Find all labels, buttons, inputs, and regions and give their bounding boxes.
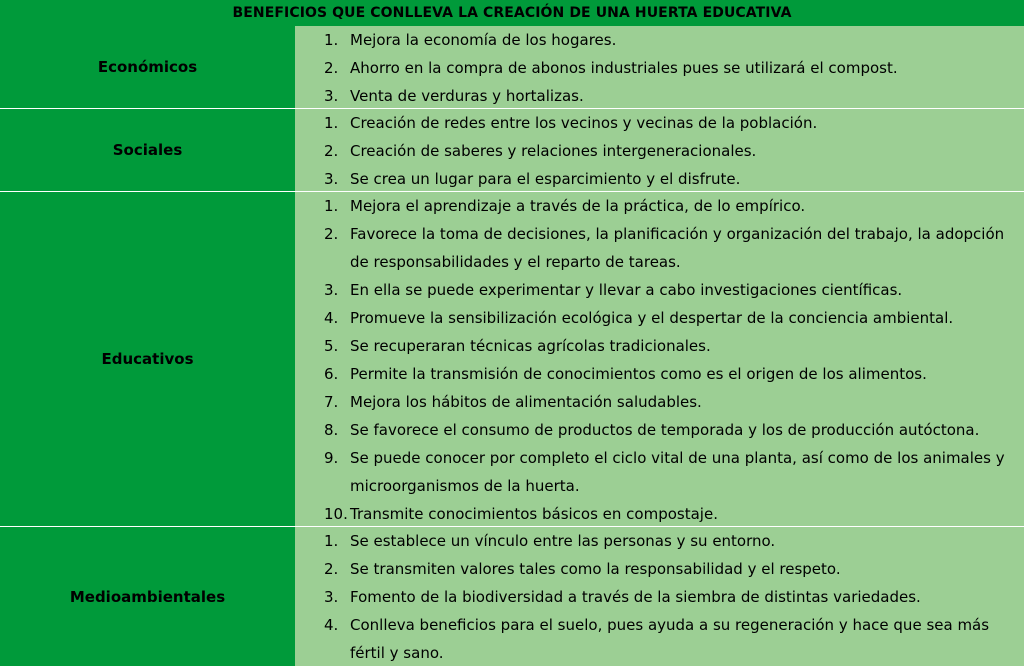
item-number: 1.: [324, 197, 339, 215]
item-number: 1.: [324, 532, 339, 550]
item-text: Se establece un vínculo entre las personas y su entorno.: [350, 532, 776, 550]
item-number: 9.: [324, 449, 339, 467]
row-medioambientales: [0, 526, 1024, 666]
item-number: 2.: [324, 560, 339, 578]
item-text: Favorece la toma de decisiones, la planificación y organización del trabajo, la adopción de responsabilidades y el reparto de tareas.: [350, 225, 1005, 271]
item-text: Promueve la sensibilización ecológica y el despertar de la conciencia ambiental.: [350, 309, 954, 327]
item-text: Se favorece el consumo de productos de temporada y los de producción autóctona.: [350, 421, 980, 439]
list-item: [295, 109, 1024, 137]
item-number: 3.: [324, 87, 339, 105]
list-item: [295, 500, 1024, 528]
list-item: [295, 276, 1024, 304]
list-item: [295, 165, 1024, 193]
item-text: Se transmiten valores tales como la responsabilidad y el respeto.: [350, 560, 841, 578]
item-text: Mejora los hábitos de alimentación saludables.: [350, 393, 702, 411]
items-cell: [295, 26, 1024, 108]
list-item: [295, 137, 1024, 165]
list-item: [295, 304, 1024, 332]
item-text: Creación de saberes y relaciones intergeneracionales.: [350, 142, 757, 160]
items-cell: [295, 108, 1024, 191]
item-number: 4.: [324, 309, 339, 327]
list-item: [295, 444, 1024, 500]
row-economicos: [0, 26, 1024, 108]
item-number: 2.: [324, 59, 339, 77]
item-text: Se recuperaran técnicas agrícolas tradicionales.: [350, 337, 711, 355]
list-item: [295, 192, 1024, 220]
item-text: Se puede conocer por completo el ciclo vital de una planta, así como de los animales y microorganismos de la huerta.: [350, 449, 1005, 495]
item-text: Fomento de la biodiversidad a través de la siembra de distintas variedades.: [350, 588, 921, 606]
item-text: Venta de verduras y hortalizas.: [350, 87, 584, 105]
item-number: 3.: [324, 281, 339, 299]
list-item: [295, 220, 1024, 276]
list-item: [295, 416, 1024, 444]
item-text: Mejora el aprendizaje a través de la práctica, de lo empírico.: [350, 197, 806, 215]
list-item: [295, 360, 1024, 388]
item-number: 3.: [324, 170, 339, 188]
item-number: 5.: [324, 337, 339, 355]
category-label: Medioambientales: [0, 526, 295, 666]
items-cell: [295, 526, 1024, 666]
item-number: 10.: [324, 505, 348, 523]
item-number: 3.: [324, 588, 339, 606]
item-text: Mejora la economía de los hogares.: [350, 31, 617, 49]
list-item: [295, 82, 1024, 110]
item-text: En ella se puede experimentar y llevar a cabo investigaciones científicas.: [350, 281, 903, 299]
item-text: Conlleva beneficios para el suelo, pues ayuda a su regeneración y hace que sea más fértil y sano.: [350, 616, 990, 662]
list-item: [295, 527, 1024, 555]
item-number: 4.: [324, 616, 339, 634]
list-item: [295, 332, 1024, 360]
list-item: [295, 583, 1024, 611]
list-item: [295, 388, 1024, 416]
item-number: 2.: [324, 142, 339, 160]
category-label: Económicos: [0, 26, 295, 108]
list-item: [295, 26, 1024, 54]
item-text: Ahorro en la compra de abonos industriales pues se utilizará el compost.: [350, 59, 898, 77]
item-number: 8.: [324, 421, 339, 439]
category-label: Sociales: [0, 108, 295, 191]
table-title: BENEFICIOS QUE CONLLEVA LA CREACIÓN DE UNA HUERTA EDUCATIVA: [0, 0, 1024, 26]
item-number: 2.: [324, 225, 339, 243]
items-cell: [295, 191, 1024, 526]
item-text: Permite la transmisión de conocimientos como es el origen de los alimentos.: [350, 365, 927, 383]
item-text: Transmite conocimientos básicos en compostaje.: [350, 505, 718, 523]
item-number: 7.: [324, 393, 339, 411]
item-number: 1.: [324, 114, 339, 132]
list-item: [295, 555, 1024, 583]
category-label: Educativos: [0, 191, 295, 526]
list-item: [295, 54, 1024, 82]
item-number: 6.: [324, 365, 339, 383]
row-sociales: [0, 108, 1024, 191]
item-text: Se crea un lugar para el esparcimiento y el disfrute.: [350, 170, 741, 188]
item-text: Creación de redes entre los vecinos y vecinas de la población.: [350, 114, 818, 132]
row-educativos: [0, 191, 1024, 526]
list-item: [295, 611, 1024, 667]
item-number: 1.: [324, 31, 339, 49]
